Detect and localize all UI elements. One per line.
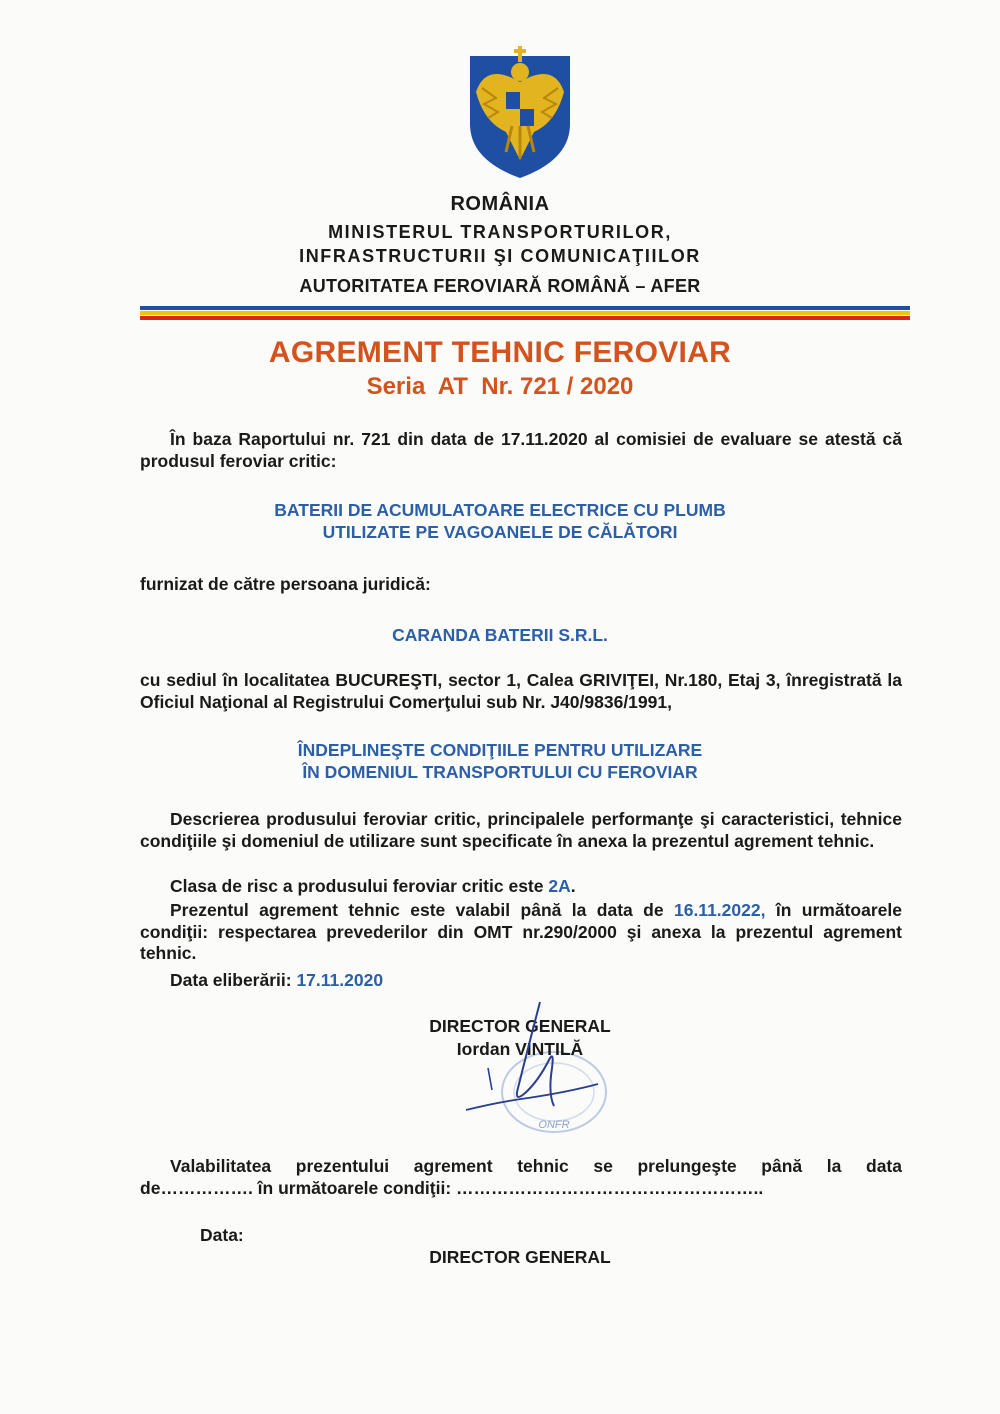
extension-date-blank: ……………. xyxy=(160,1177,253,1198)
stripe-blue xyxy=(140,306,910,310)
product-line-1: BATERII DE ACUMULATOARE ELECTRICE CU PLUMB xyxy=(274,500,726,520)
footer-date-label: Data: xyxy=(200,1225,244,1245)
risk-prefix: Clasa de risc a produsului feroviar critic este xyxy=(170,876,549,896)
extension-line-2 xyxy=(140,1178,902,1200)
supplier-label: furnizat de către persoana juridică: xyxy=(140,574,431,594)
ministry-line-1: MINISTERUL TRANSPORTURILOR, xyxy=(328,222,672,242)
country-name: ROMÂNIA xyxy=(450,193,550,215)
stamp-label: ONFR xyxy=(538,1119,570,1131)
footer-signatory-role: DIRECTOR GENERAL xyxy=(429,1247,611,1267)
series-prefix: Seria AT Nr. xyxy=(366,373,520,400)
tricolor-divider xyxy=(140,306,910,323)
address-paragraph: cu sediul în localitatea BUCUREŞTI, sector 1, Calea GRIVIŢEI, Nr.180, Etaj 3, înregistrată la Oficiul Naţional al Registrului Comerţului sub Nr. J40/9836/1991, xyxy=(140,670,902,712)
ministry-name xyxy=(0,220,1000,268)
issue-label: Data eliberării: xyxy=(170,970,297,990)
authority-name: AUTORITATEA FEROVIARĂ ROMÂNĂ – AFER xyxy=(299,276,701,296)
validity-date: 16.11.2022, xyxy=(673,900,766,920)
product-name xyxy=(0,499,1000,543)
company-name: CARANDA BATERII S.R.L. xyxy=(392,625,608,645)
intro-paragraph: În baza Raportului nr. 721 din data de 17.11.2020 al comisiei de evaluare se atestă că produsul feroviar critic: xyxy=(140,429,902,471)
signatory-role: DIRECTOR GENERAL xyxy=(429,1016,611,1036)
issue-date: 17.11.2020 xyxy=(296,970,384,990)
stripe-yellow xyxy=(140,311,910,315)
ministry-line-2: INFRASTRUCTURII ŞI COMUNICAŢIILOR xyxy=(299,246,701,266)
extension-line-1: Valabilitatea prezentului agrement tehnic se prelungeşte până la data xyxy=(170,1156,902,1176)
extension-de: de xyxy=(140,1177,161,1198)
validity-paragraph xyxy=(140,900,902,965)
series-number: 721 / 2020 xyxy=(519,373,634,400)
conditions-line-1: ÎNDEPLINEŞTE CONDIŢIILE PENTRU UTILIZARE xyxy=(297,740,703,760)
coat-of-arms-icon xyxy=(466,42,574,180)
description-paragraph: Descrierea produsului feroviar critic, principalele performanţe şi caracteristici, tehnice condiţiile şi domeniul de utilizare sunt specificate în anexa la prezentul agrement tehnic. xyxy=(140,809,902,851)
extension-paragraph xyxy=(140,1156,902,1199)
document-series xyxy=(0,373,1000,401)
issue-date-paragraph xyxy=(140,970,902,992)
product-line-2: UTILIZATE PE VAGOANELE DE CĂLĂTORI xyxy=(322,522,678,542)
risk-value: 2A xyxy=(548,876,571,896)
document-title: AGREMENT TEHNIC FEROVIAR xyxy=(268,336,732,369)
stripe-red xyxy=(140,316,910,320)
handwritten-signature xyxy=(458,998,618,1128)
conditions-line-2: ÎN DOMENIUL TRANSPORTULUI CU FEROVIAR xyxy=(302,762,698,782)
extension-mid: în următoarele condiţii: xyxy=(252,1177,457,1198)
risk-suffix: . xyxy=(570,876,576,896)
signatory-name: Iordan VINTILĂ xyxy=(456,1039,584,1059)
validity-suffix: în următoarele condiţii: respectarea prevederilor din OMT nr.290/2000 şi anexa la prezentul agrement tehnic. xyxy=(140,900,902,963)
risk-class-paragraph xyxy=(140,876,902,898)
extension-conditions-blank: …………………………………………….. xyxy=(456,1177,764,1198)
conditions-statement xyxy=(0,739,1000,783)
validity-prefix: Prezentul agrement tehnic este valabil până la data de xyxy=(170,900,674,920)
